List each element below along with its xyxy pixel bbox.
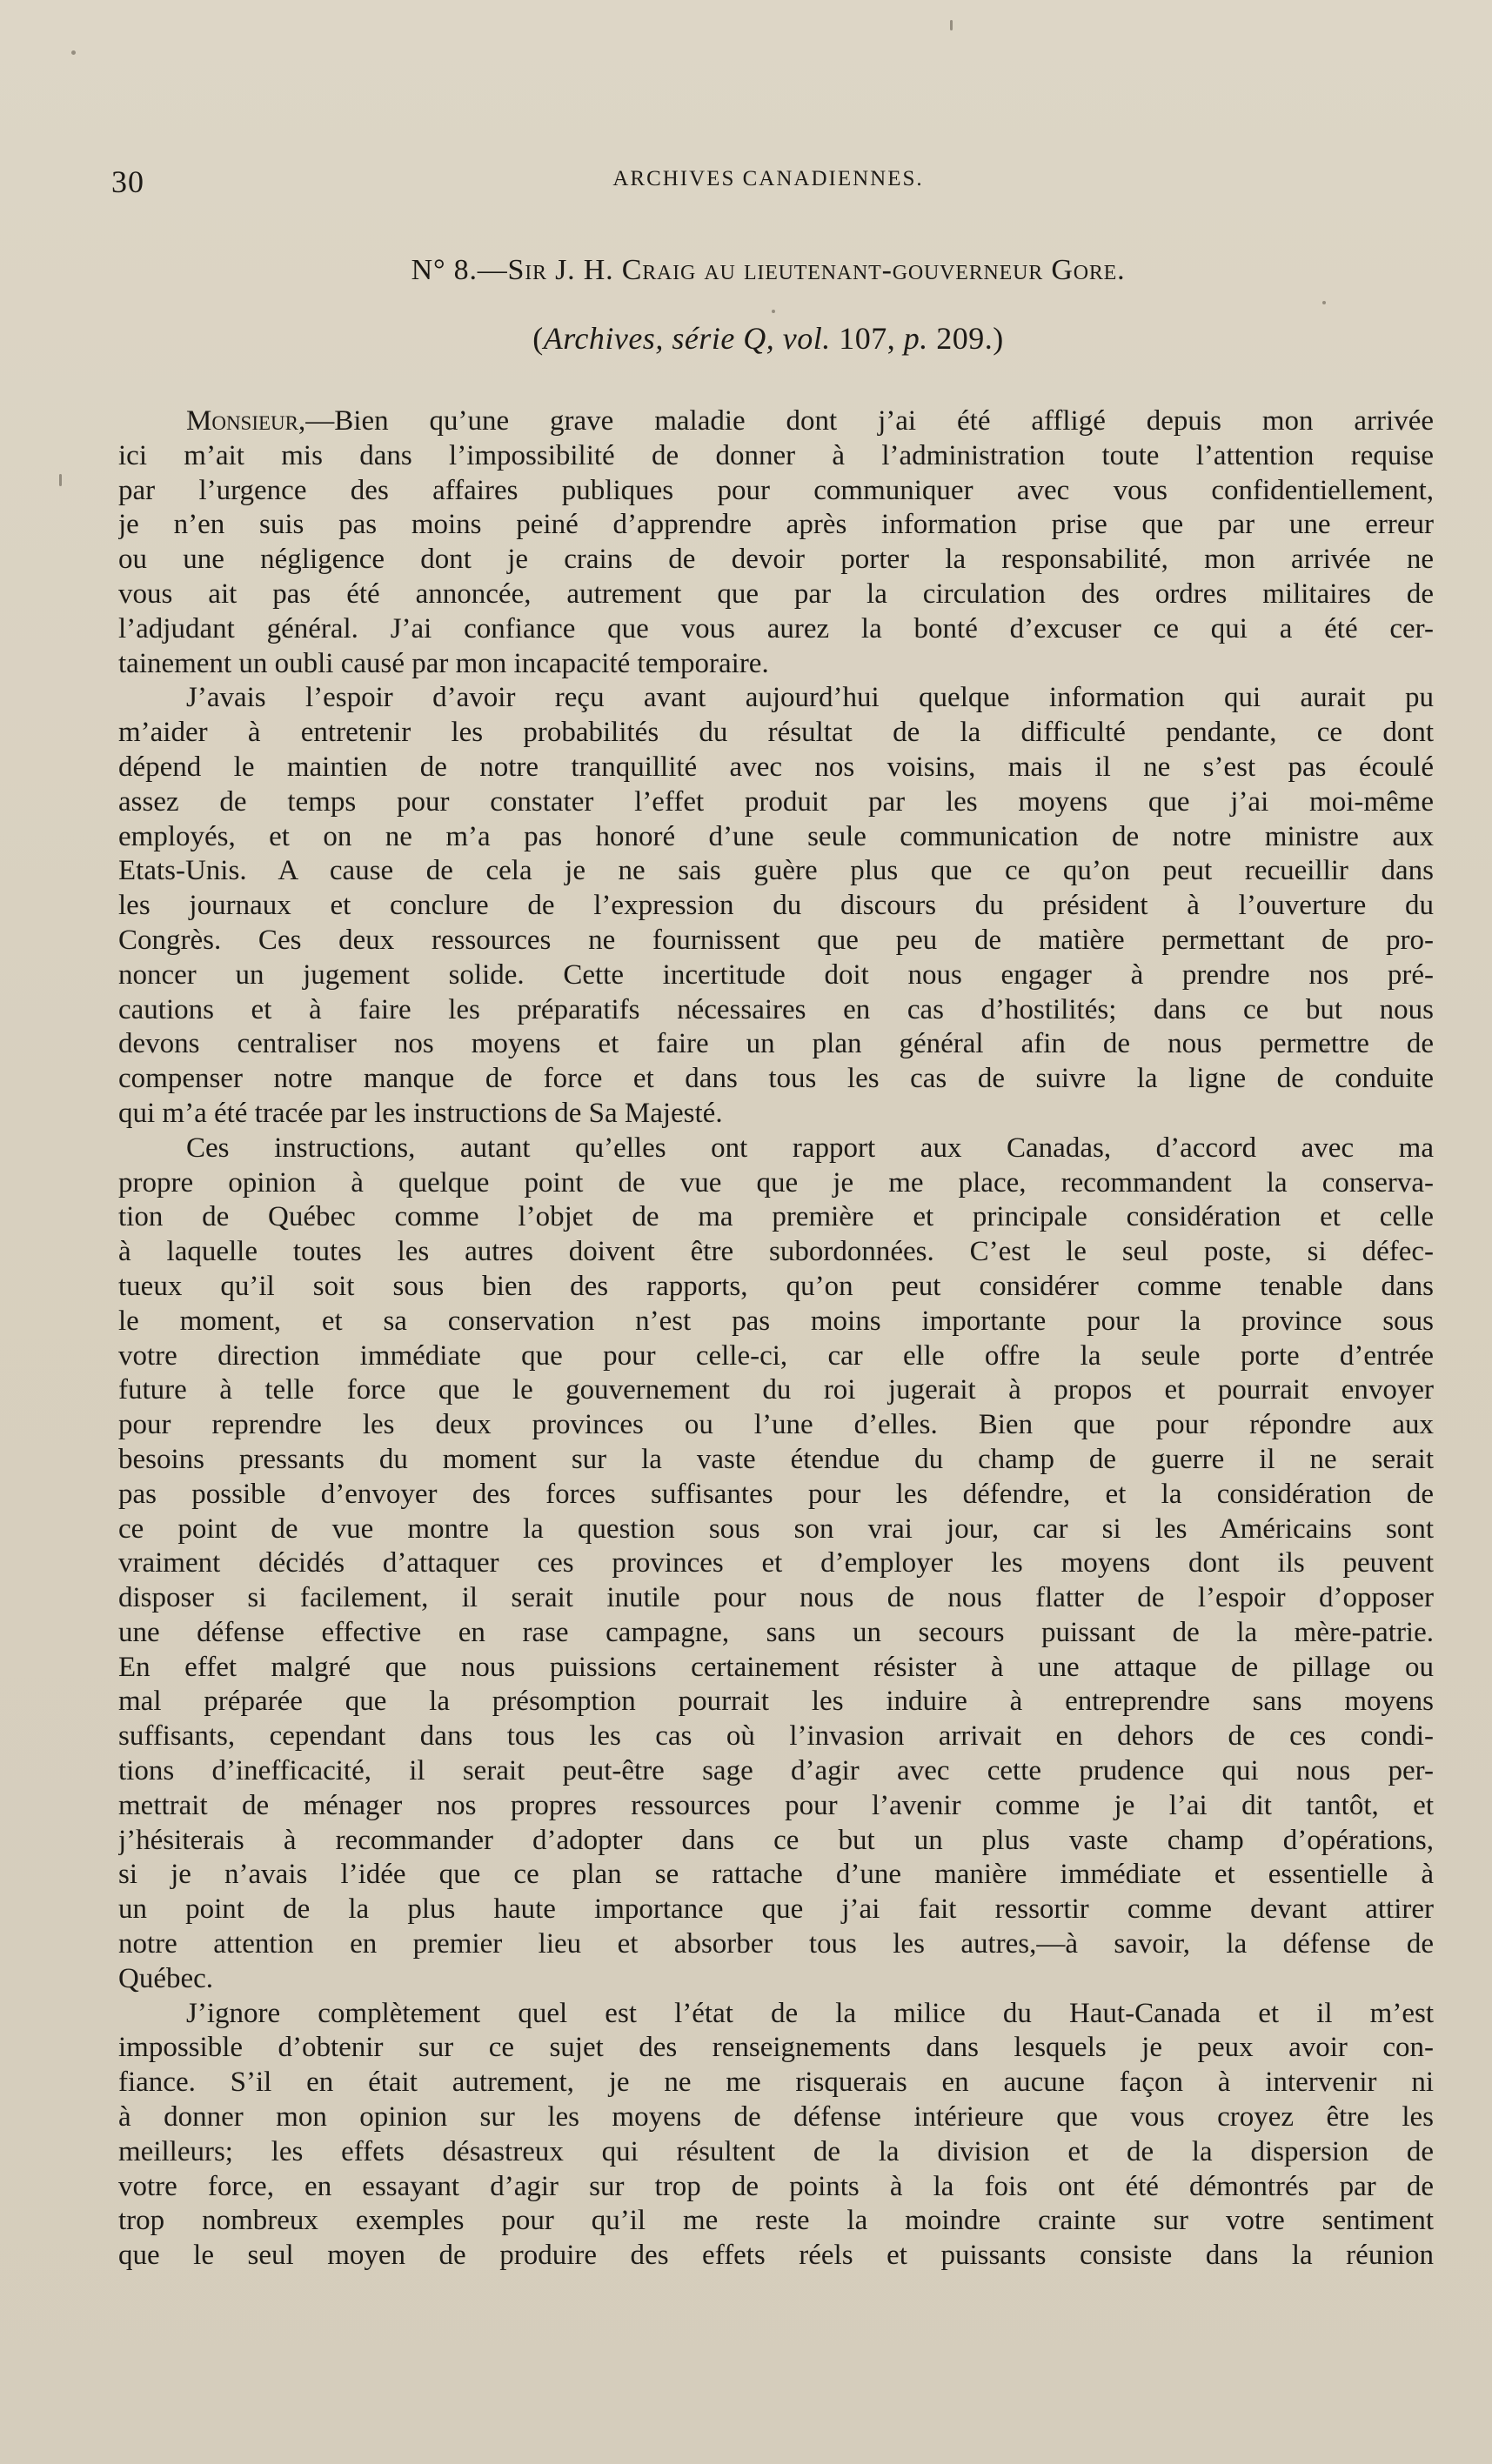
text-line: mettrait de ménager nos propres ressources pour l’avenir comme je l’ai dit tantôt, et [118, 1789, 1434, 1821]
document-title [103, 254, 1434, 287]
text-line: le moment, et sa conservation n’est pas moins importante pour la province sous [118, 1305, 1434, 1337]
text-line: qui m’a été tracée par les instructions de Sa Majesté. [118, 1097, 723, 1129]
text-line: l’adjudant général. J’ai confiance que vous aurez la bonté d’excuser ce qui a été cer- [118, 612, 1434, 644]
text-line: employés, et on ne m’a pas honoré d’une seule communication de notre ministre aux [118, 820, 1434, 852]
text-line: une défense effective en rase campagne, sans un secours puissant de la mère-patrie. [118, 1616, 1434, 1648]
reference-page: 209.) [927, 321, 1004, 356]
reference-open: ( [532, 321, 544, 356]
text-line: J’avais l’espoir d’avoir reçu avant aujourd’hui quelque information qui aurait pu [186, 682, 1434, 714]
text-line: à laquelle toutes les autres doivent être subordonnées. C’est le seul poste, si défec- [118, 1236, 1434, 1268]
text-line: pour reprendre les deux provinces ou l’une d’elles. Bien que pour répondre aux [118, 1409, 1434, 1441]
text-line: assez de temps pour constater l’effet produit par les moyens que j’ai moi-même [118, 785, 1434, 818]
text-line: un point de la plus haute importance que j’ai fait ressortir comme devant attirer [118, 1893, 1434, 1926]
text-line: que le seul moyen de produire des effets réels et puissants consiste dans la réunion [118, 2240, 1434, 2272]
text-line: Etats-Unis. A cause de cela je ne sais guère plus que ce qu’on peut recueillir dans [118, 855, 1434, 887]
text-line: tainement un oubli causé par mon incapacité temporaire. [118, 647, 769, 679]
text-line: impossible d’obtenir sur ce sujet des renseignements dans lesquels je peux avoir con- [118, 2032, 1434, 2064]
text-line: noncer un jugement solide. Cette incertitude doit nous engager à prendre nos pré- [118, 958, 1434, 991]
page-speck [950, 20, 953, 30]
text-line: fiance. S’il en était autrement, je ne me risquerais en aucune façon à intervenir ni [118, 2067, 1434, 2099]
text-line: j’hésiterais à recommander d’adopter dans ce but un plus vaste champ d’opérations, [118, 1824, 1434, 1856]
text-line: notre attention en premier lieu et absorber tous les autres,—à savoir, la défense de [118, 1928, 1434, 1960]
reference-page-label: p. [903, 321, 928, 356]
page-header [103, 157, 1434, 200]
page-number: 30 [111, 164, 144, 199]
page-speck [71, 50, 76, 55]
page-speck [1322, 301, 1326, 304]
text-line: vraiment décidés d’attaquer ces provinces et d’employer les moyens dont ils peuvent [118, 1547, 1434, 1579]
title-connector: au lieutenant-gouverneur [696, 254, 1052, 286]
page-speck [772, 310, 775, 313]
text-line: ou une négligence dont je crains de devoir porter la responsabilité, mon arrivée ne [118, 544, 1434, 576]
text-line: votre force, en essayant d’agir sur trop de points à la fois ont été démontrés par de [118, 2170, 1434, 2202]
text-line: trop nombreux exemples pour qu’il me reste la moindre crainte sur votre sentiment [118, 2205, 1434, 2237]
text-line: par l’urgence des affaires publiques pour communiquer avec vous confidentiellement, [118, 474, 1434, 506]
text-line: Congrès. Ces deux ressources ne fournissent que peu de matière permettant de pro- [118, 924, 1434, 956]
text-line: votre direction immédiate que pour celle-ci, car elle offre la seule porte d’entrée [118, 1339, 1434, 1372]
text-line: si je n’avais l’idée que ce plan se rattache d’une manière immédiate et essentielle à [118, 1859, 1434, 1891]
salutation: Monsieur, [186, 405, 306, 437]
text-line: compenser notre manque de force et dans tous les cas de suivre la ligne de conduite [118, 1063, 1434, 1095]
text-line: devons centraliser nos moyens et faire un plan général afin de nous permettre de [118, 1028, 1434, 1060]
reference-series: Archives, série Q, vol. [543, 321, 831, 356]
page-speck [59, 474, 62, 486]
text-line: besoins pressants du moment sur la vaste étendue du champ de guerre il ne serait [118, 1443, 1434, 1475]
document-number: N° 8.— [411, 254, 508, 286]
text-line: Ces instructions, autant qu’elles ont rapport aux Canadas, d’accord avec ma [186, 1132, 1434, 1164]
text-line: En effet malgré que nous puissions certainement résister à une attaque de pillage ou [118, 1651, 1434, 1683]
text-line: suffisants, cependant dans tous les cas où l’invasion arrivait en dehors de ces condi- [118, 1720, 1434, 1753]
text-line: propre opinion à quelque point de vue que je me place, recommandent la conserva- [118, 1166, 1434, 1199]
text-line: disposer si facilement, il serait inutile pour nous de nous flatter de l’espoir d’opposer [118, 1582, 1434, 1614]
text-line: mal préparée que la présomption pourrait les induire à entreprendre sans moyens [118, 1686, 1434, 1718]
reference-volume: 107, [830, 321, 904, 356]
text-line: ce point de vue montre la question sous son vrai jour, car si les Américains sont [118, 1512, 1434, 1545]
text-line: cautions et à faire les préparatifs nécessaires en cas d’hostilités; dans ce but nous [118, 993, 1434, 1025]
text-line: J’ignore complètement quel est l’état de la milice du Haut-Canada et il m’est [186, 1997, 1434, 2029]
text-line: pas possible d’envoyer des forces suffisantes pour les défendre, et la considération de [118, 1478, 1434, 1510]
text-line: ici m’ait mis dans l’impossibilité de donner à l’administration toute l’attention requise [118, 439, 1434, 471]
text-line: vous ait pas été annoncée, autrement que par la circulation des ordres militaires de [118, 578, 1434, 610]
text-line: tion de Québec comme l’objet de ma première et principale considération et celle [118, 1201, 1434, 1233]
text-line: les journaux et conclure de l’expression du discours du président à l’ouverture du [118, 890, 1434, 922]
text-line [118, 404, 1434, 439]
text-line: tueux qu’il soit sous bien des rapports, qu’on peut considérer comme tenable dans [118, 1270, 1434, 1302]
text-line: dépend le maintien de notre tranquillité avec nos voisins, mais il ne s’est pas écoulé [118, 751, 1434, 783]
text-fragment: —Bien qu’une grave maladie dont j’ai été affligé depuis mon arrivée [305, 405, 1434, 437]
letter-author: Sir J. H. Craig [507, 254, 697, 286]
text-line: future à telle force que le gouvernement du roi jugerait à propos et pourrait envoyer [118, 1374, 1434, 1406]
archive-reference [103, 320, 1434, 357]
running-head: ARCHIVES CANADIENNES. [612, 167, 924, 190]
letter-body [118, 404, 1434, 2274]
text-line: Québec. [118, 1962, 214, 1994]
text-line: tions d’inefficacité, il serait peut-être sage d’agir avec cette prudence qui nous per- [118, 1755, 1434, 1787]
text-line: je n’en suis pas moins peiné d’apprendre après information prise que par une erreur [118, 509, 1434, 541]
letter-recipient: Gore. [1051, 254, 1126, 286]
text-line: m’aider à entretenir les probabilités du résultat de la difficulté pendante, ce dont [118, 717, 1434, 749]
text-line: meilleurs; les effets désastreux qui résultent de la division et de la dispersion de [118, 2135, 1434, 2167]
text-line: à donner mon opinion sur les moyens de défense intérieure que vous croyez être les [118, 2101, 1434, 2133]
